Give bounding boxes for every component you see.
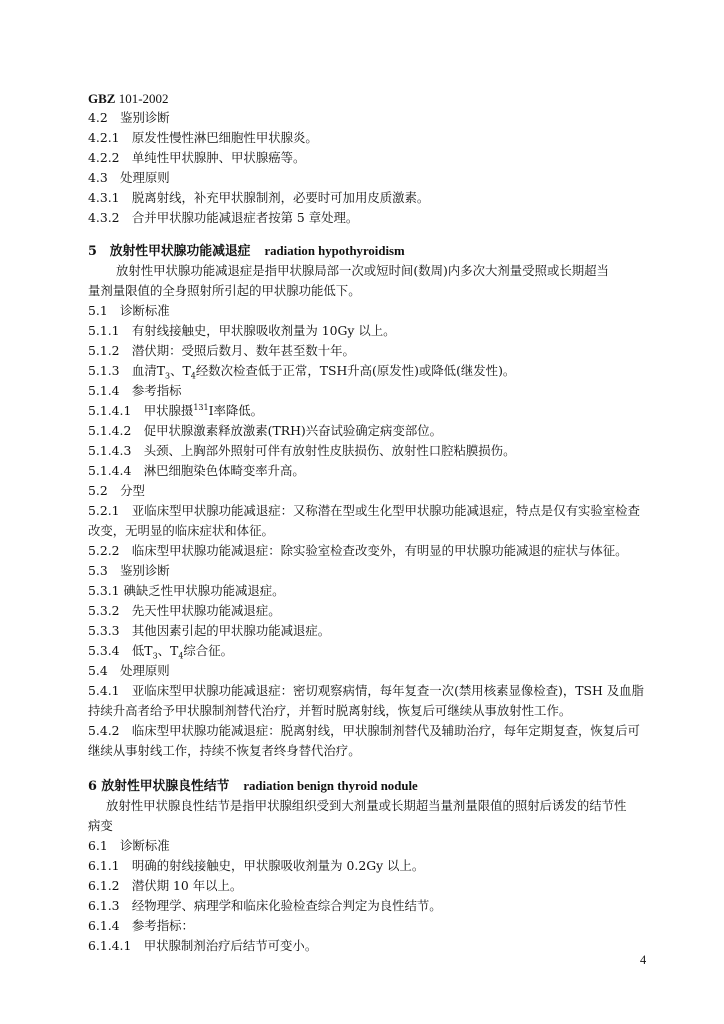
- clause-5-1-4-2: 5.1.4.2 促甲状腺激素释放激素(TRH)兴奋试验确定病变部位。: [88, 423, 443, 438]
- clause-5-1-1: 5.1.1 有射线接触史，甲状腺吸收剂量为 10Gy 以上。: [88, 323, 396, 338]
- section-6-heading-en: radiation benign thyroid nodule: [243, 779, 418, 793]
- clause-6-1-4-1: 6.1.4.1 甲状腺制剂治疗后结节可变小。: [88, 938, 318, 953]
- clause-5-1-4-1: [88, 402, 264, 418]
- clause-5-3-4-part-b: 、T: [157, 643, 179, 658]
- clause-6-1-3: 6.1.3 经物理学、病理学和临床化验检查综合判定为良性结节。: [88, 898, 442, 913]
- section-6-intro-line1: 放射性甲状腺良性结节是指甲状腺组织受到大剂量或长期超当量剂量限值的照射后诱发的结节性: [106, 798, 627, 813]
- section-5-heading-cn: 5 放射性甲状腺功能减退症: [88, 244, 251, 259]
- clause-5-2-2: 5.2.2 临床型甲状腺功能减退症：除实验室检查改变外，有明显的甲状腺功能减退的症状与体征。: [88, 543, 628, 558]
- clause-5-4-2-line1: 5.4.2 临床型甲状腺功能减退症：脱离射线，甲状腺制剂替代及辅助治疗，每年定期复查，恢复后可: [88, 723, 640, 738]
- clause-5-1: 5.1 诊断标准: [88, 303, 170, 318]
- section-5-intro-line2: 量剂量限值的全身照射所引起的甲状腺功能低下。: [88, 283, 361, 298]
- superscript-131: 131: [193, 402, 209, 412]
- clause-5-3-4: [88, 643, 233, 661]
- subscript-3: 3: [152, 651, 158, 661]
- clause-6-1: 6.1 诊断标准: [88, 838, 170, 853]
- clause-5-1-4-4: 5.1.4.4 淋巴细胞染色体畸变率升高。: [88, 463, 305, 478]
- section-5-heading: [88, 245, 405, 259]
- clause-5-1-4-1-part-b: I率降低。: [208, 403, 264, 418]
- clause-5-4-2-line2: 继续从事射线工作，持续不恢复者终身替代治疗。: [88, 743, 361, 758]
- clause-5-2-1-line1: 5.2.1 亚临床型甲状腺功能减退症：又称潜在型或生化型甲状腺功能减退症，特点是仅有实验室检查: [88, 503, 640, 518]
- standard-code: [88, 92, 169, 105]
- clause-5-3-1: 5.3.1 碘缺乏性甲状腺功能减退症。: [88, 583, 285, 598]
- clause-5-2-1-line2: 改变，无明显的临床症状和体征。: [88, 523, 274, 538]
- clause-5-3-4-part-c: 综合征。: [183, 643, 233, 658]
- section-6-heading: [88, 780, 418, 794]
- section-5-intro-line1: 放射性甲状腺功能减退症是指甲状腺局部一次或短时间(数周)内多次大剂量受照或长期超当: [116, 263, 609, 278]
- clause-4-3-2: 4.3.2 合并甲状腺功能减退症者按第 5 章处理。: [88, 210, 359, 225]
- clause-5-4: 5.4 处理原则: [88, 663, 170, 678]
- clause-4-3-1: 4.3.1 脱离射线，补充甲状腺制剂，必要时可加用皮质激素。: [88, 190, 430, 205]
- subscript-4: 4: [178, 651, 184, 661]
- subscript-3: 3: [164, 371, 171, 381]
- section-5-heading-en: radiation hypothyroidism: [264, 244, 405, 258]
- clause-6-1-2: 6.1.2 潜伏期 10 年以上。: [88, 878, 243, 893]
- subscript-4: 4: [190, 371, 196, 381]
- clause-5-3: 5.3 鉴别诊断: [88, 563, 170, 578]
- clause-4-2-2: 4.2.2 单纯性甲状腺肿、甲状腺癌等。: [88, 150, 306, 165]
- clause-4-2: 4.2 鉴别诊断: [88, 110, 170, 125]
- clause-5-1-4-1-part-a: 5.1.4.1 甲状腺摄: [88, 403, 194, 418]
- clause-5-1-3-part-c: 经数次检查低于正常，TSH升高(原发性)或降低(继发性)。: [195, 363, 516, 378]
- clause-5-1-4: 5.1.4 参考指标: [88, 383, 182, 398]
- clause-5-1-2: 5.1.2 潜伏期：受照后数月、数年甚至数十年。: [88, 343, 355, 358]
- clause-5-1-3-part-a: 5.1.3 血清T: [88, 363, 165, 378]
- clause-5-3-3: 5.3.3 其他因素引起的甲状腺功能减退症。: [88, 623, 331, 638]
- clause-5-2: 5.2 分型: [88, 483, 145, 498]
- page-number: 4: [640, 953, 647, 967]
- clause-5-3-2: 5.3.2 先天性甲状腺功能减退症。: [88, 603, 281, 618]
- clause-6-1-1: 6.1.1 明确的射线接触史，甲状腺吸收剂量为 0.2Gy 以上。: [88, 858, 425, 873]
- clause-5-1-3-part-b: 、T: [170, 363, 191, 378]
- clause-4-2-1: 4.2.1 原发性慢性淋巴细胞性甲状腺炎。: [88, 130, 318, 145]
- clause-4-3: 4.3 处理原则: [88, 170, 170, 185]
- standard-number: 101-2002: [118, 91, 169, 106]
- clause-5-1-3: [88, 363, 516, 381]
- section-6-intro-line2: 病变: [88, 818, 113, 833]
- clause-5-4-1-line1: 5.4.1 亚临床型甲状腺功能减退症：密切观察病情，每年复查一次(禁用核素显像检查)，TSH 及血脂: [88, 683, 644, 698]
- clause-6-1-4: 6.1.4 参考指标：: [88, 918, 194, 933]
- clause-5-1-4-3: 5.1.4.3 头颈、上胸部外照射可伴有放射性皮肤损伤、放射性口腔粘膜损伤。: [88, 443, 516, 458]
- section-6-heading-cn: 6 放射性甲状腺良性结节: [88, 779, 230, 794]
- clause-5-3-4-part-a: 5.3.4 低T: [88, 643, 153, 658]
- clause-5-4-1-line2: 持续升高者给予甲状腺制剂替代治疗，并暂时脱离射线，恢复后可继续从事放射性工作。: [88, 703, 572, 718]
- standard-prefix: GBZ: [88, 91, 116, 106]
